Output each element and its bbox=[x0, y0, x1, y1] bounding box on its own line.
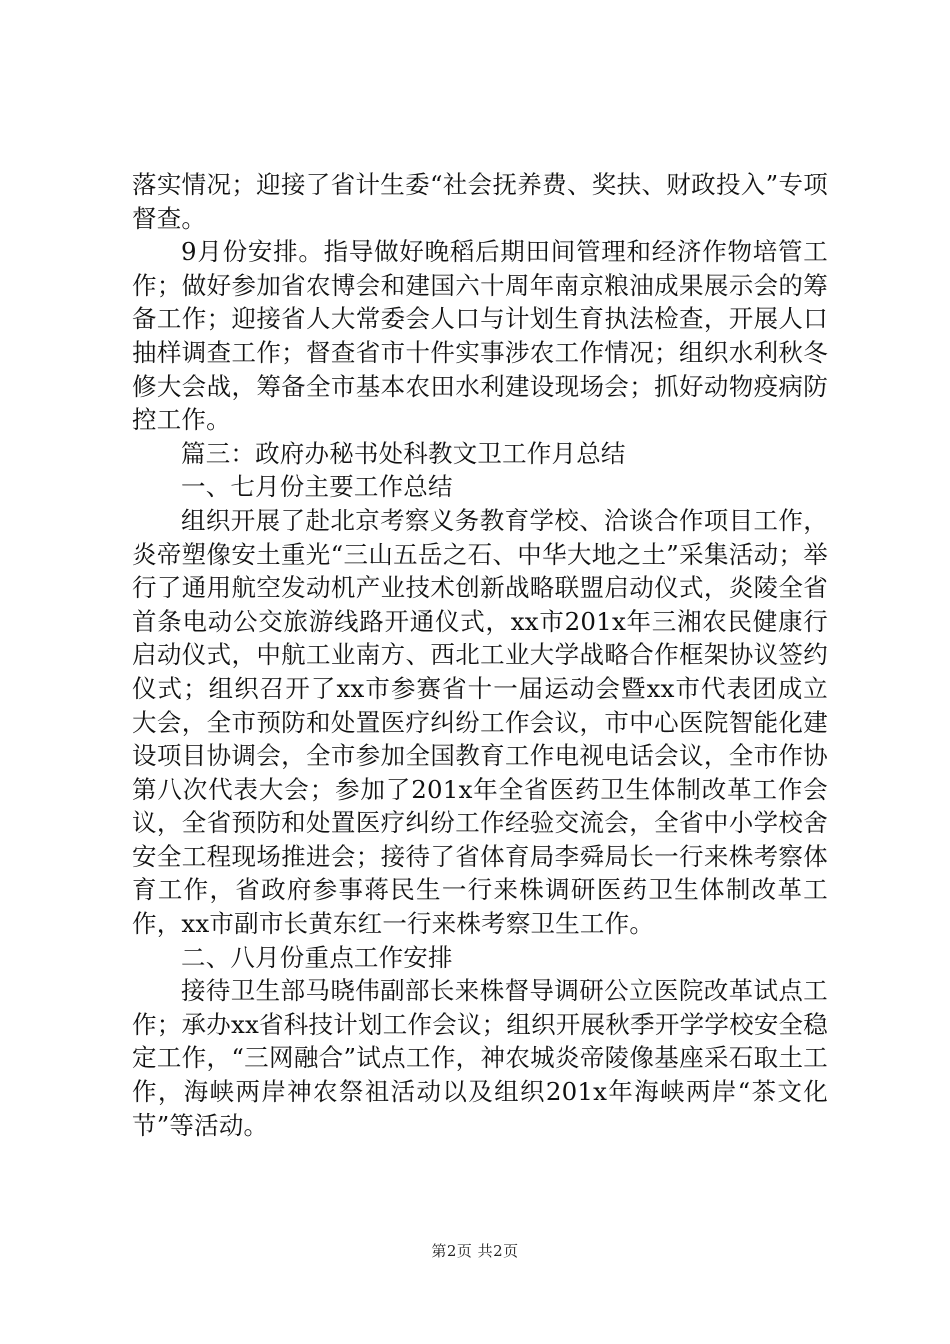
document-body bbox=[132, 168, 828, 1142]
subheading-august-plan: 二、八月份重点工作安排 bbox=[181, 942, 453, 972]
paragraph-july-summary: 组织开展了赴北京考察义务教育学校、洽谈合作项目工作，炎帝塑像安土重光“三山五岳之石、中华大地之土”采集活动；举行了通用航空发动机产业技术创新战略联盟启动仪式，炎陵全省首条电动公交旅游线路开通仪式，xx市201x年三湘农民健康行启动仪式，中航工业南方、西北工业大学战略合作框架协议签约仪式；组织召开了xx市参赛省十一届运动会暨xx市代表团成立大会，全市预防和处置医疗纠纷工作会议，市中心医院智能化建设项目协调会，全市参加全国教育工作电视电话会议，全市作协第八次代表大会；参加了201x年全省医药卫生体制改革工作会议，全省预防和处置医疗纠纷工作经验交流会，全省中小学校舍安全工程现场推进会；接待了省体育局李舜局长一行来株考察体育工作，省政府参事蒋民生一行来株调研医药卫生体制改革工作，xx市副市长黄东红一行来株考察卫生工作。 bbox=[132, 505, 828, 939]
paragraph-august-plan: 接待卫生部马晓伟副部长来株督导调研公立医院改革试点工作；承办xx省科技计划工作会议；组织开展秋季开学学校安全稳定工作，“三网融合”试点工作，神农城炎帝陵像基座采石取土工作，海峡两岸神农祭祖活动以及组织201x年海峡两岸“茶文化节”等活动。 bbox=[132, 976, 828, 1140]
section-title: 篇三：政府办秘书处科教文卫工作月总结 bbox=[181, 438, 626, 468]
subheading-july-summary: 一、七月份主要工作总结 bbox=[181, 472, 453, 502]
paragraph-september-plan: 9月份安排。指导做好晚稻后期田间管理和经济作物培管工作；做好参加省农博会和建国六十周年南京粮油成果展示会的筹备工作；迎接省人大常委会人口与计划生育执法检查，开展人口抽样调查工作；督查省市十件实事涉农工作情况；组织水利秋冬修大会战，筹备全市基本农田水利建设现场会；抓好动物疫病防控工作。 bbox=[132, 237, 828, 435]
paragraph-continuation: 落实情况；迎接了省计生委“社会抚养费、奖扶、财政投入”专项督查。 bbox=[132, 170, 828, 233]
page-number-footer: 第2页 共2页 bbox=[431, 1242, 519, 1260]
